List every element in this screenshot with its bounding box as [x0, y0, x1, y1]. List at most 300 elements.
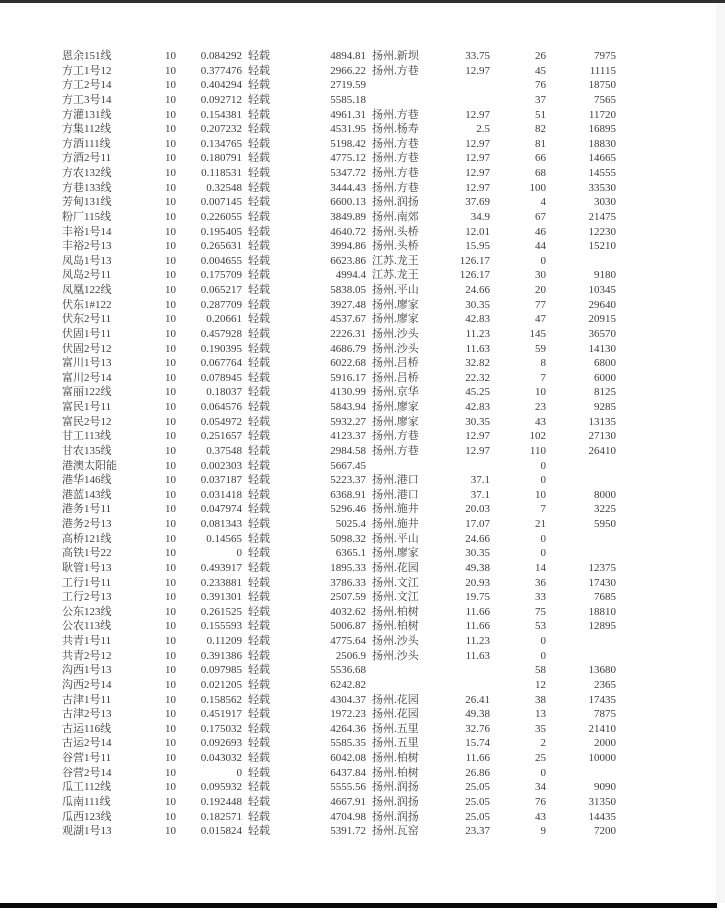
cell-amount: 17435	[588, 693, 616, 706]
cell-amount: 16895	[588, 123, 616, 136]
cell-region: 扬州.五里	[372, 737, 419, 750]
cell-amount: 14555	[588, 167, 616, 179]
cell-count: 2	[540, 737, 546, 750]
cell-count: 47	[535, 313, 546, 326]
cell-voltage: 10	[165, 269, 176, 282]
table-row	[62, 576, 622, 591]
table-row	[62, 590, 622, 605]
cell-load-status: 轻载	[248, 298, 270, 311]
cell-amount: 10345	[588, 284, 616, 296]
cell-distance: 30.35	[465, 547, 490, 560]
cell-load-status: 轻载	[248, 620, 270, 633]
cell-region: 扬州.沙头	[372, 649, 419, 662]
table-row	[62, 546, 622, 561]
cell-count: 13	[535, 708, 546, 721]
cell-load-ratio: 0.134765	[200, 137, 242, 150]
cell-line-name: 古津1号11	[62, 693, 112, 706]
cell-count: 35	[535, 722, 546, 735]
cell-region: 扬州.南郊	[372, 210, 419, 223]
cell-distance: 32.82	[465, 357, 490, 370]
cell-value: 5296.46	[330, 503, 366, 516]
cell-amount	[546, 532, 616, 547]
table-row	[62, 385, 622, 400]
cell-load-status: 轻载	[248, 459, 270, 472]
cell-distance: 12.97	[465, 444, 490, 457]
cell-load-status: 轻载	[248, 708, 270, 721]
cell-distance: 11.23	[465, 327, 490, 340]
cell-line-name: 工行1号11	[62, 576, 112, 589]
cell-value: 5347.72	[330, 167, 366, 179]
cell-value: 4537.67	[330, 313, 366, 326]
cell-region: 扬州.方巷	[372, 167, 419, 179]
cell-voltage: 10	[165, 488, 176, 501]
cell-load-ratio: 0.37548	[206, 444, 242, 457]
cell-distance: 37.1	[470, 474, 490, 487]
cell-region: 扬州.花园	[372, 693, 419, 706]
table-row	[62, 517, 622, 532]
cell-count: 53	[535, 620, 546, 633]
cell-load-ratio: 0.265631	[200, 240, 242, 253]
cell-count: 20	[535, 284, 546, 296]
cell-load-ratio: 0.18037	[206, 386, 242, 399]
cell-load-ratio: 0.037187	[200, 474, 242, 487]
data-table	[62, 49, 622, 839]
cell-value: 6437.84	[330, 766, 366, 779]
cell-distance: 32.76	[465, 722, 490, 735]
cell-region: 扬州.杨寿	[372, 123, 419, 136]
cell-load-ratio: 0.451917	[200, 708, 242, 721]
table-row	[62, 722, 622, 737]
cell-distance: 37.69	[465, 196, 490, 209]
cell-load-status: 轻载	[248, 649, 270, 662]
cell-region: 扬州.五里	[372, 722, 419, 735]
cell-region: 扬州.润扬	[372, 196, 419, 209]
table-row	[62, 619, 622, 634]
cell-line-name: 公农113线	[62, 620, 112, 633]
cell-region	[366, 459, 444, 474]
cell-region: 扬州.文江	[372, 591, 419, 604]
cell-count: 44	[535, 240, 546, 253]
cell-region: 扬州.施井	[372, 518, 419, 530]
cell-line-name: 古运2号14	[62, 737, 112, 750]
cell-distance: 45.25	[465, 386, 490, 399]
cell-distance: 34.9	[470, 210, 490, 223]
cell-region: 扬州.京华	[372, 386, 419, 399]
cell-voltage: 10	[165, 752, 176, 764]
cell-load-ratio: 0.180791	[200, 152, 242, 165]
cell-value: 4894.81	[330, 50, 366, 62]
table-row	[62, 649, 622, 664]
table-row	[62, 298, 622, 313]
cell-region	[366, 93, 444, 108]
cell-load-ratio: 0.067764	[200, 357, 242, 370]
cell-value: 4640.72	[330, 225, 366, 238]
cell-voltage: 10	[165, 444, 176, 457]
cell-distance: 33.75	[465, 50, 490, 62]
cell-load-ratio: 0.084292	[200, 50, 242, 62]
cell-distance: 19.75	[465, 591, 490, 604]
table-row	[62, 502, 622, 517]
cell-amount: 7685	[594, 591, 616, 604]
cell-region	[366, 78, 444, 93]
cell-voltage: 10	[165, 342, 176, 355]
cell-count: 59	[535, 342, 546, 355]
cell-region: 扬州.方巷	[372, 152, 419, 165]
cell-distance: 12.97	[465, 64, 490, 77]
cell-amount: 3225	[594, 503, 616, 516]
cell-load-status: 轻载	[248, 547, 270, 560]
cell-voltage: 10	[165, 108, 176, 121]
page-top-edge	[0, 0, 725, 3]
cell-count: 0	[540, 459, 546, 472]
table-row	[62, 824, 622, 839]
cell-load-ratio: 0.192448	[200, 795, 242, 808]
cell-line-name: 伏东2号11	[62, 313, 112, 326]
cell-load-ratio: 0.233881	[200, 576, 242, 589]
cell-voltage: 10	[165, 825, 176, 838]
cell-amount: 33530	[588, 181, 616, 194]
cell-voltage: 10	[165, 664, 176, 677]
cell-line-name: 沟西2号14	[62, 678, 112, 691]
cell-value: 6365.1	[335, 547, 366, 560]
cell-voltage: 10	[165, 152, 176, 165]
table-row	[62, 93, 622, 108]
cell-voltage: 10	[165, 503, 176, 516]
cell-voltage: 10	[165, 430, 176, 443]
cell-distance: 42.83	[465, 401, 490, 413]
table-row	[62, 707, 622, 722]
cell-value: 6600.13	[330, 196, 366, 209]
cell-voltage: 10	[165, 781, 176, 794]
cell-region: 扬州.廖家	[372, 298, 419, 311]
cell-load-ratio: 0.391386	[200, 649, 242, 662]
cell-amount	[546, 254, 616, 269]
cell-voltage: 10	[165, 547, 176, 560]
cell-amount: 9180	[594, 269, 616, 282]
cell-distance: 22.32	[465, 371, 490, 384]
cell-distance: 11.66	[465, 605, 490, 618]
cell-value: 6242.82	[330, 678, 366, 691]
cell-load-status: 轻载	[248, 825, 270, 838]
cell-load-status: 轻载	[248, 415, 270, 428]
cell-region: 扬州.花园	[372, 708, 419, 721]
cell-voltage: 10	[165, 474, 176, 487]
cell-count: 51	[535, 108, 546, 121]
cell-load-status: 轻载	[248, 225, 270, 238]
cell-load-status: 轻载	[248, 561, 270, 574]
cell-value: 5667.45	[330, 459, 366, 472]
cell-count: 10	[535, 386, 546, 399]
table-row	[62, 225, 622, 240]
cell-value: 4531.95	[330, 123, 366, 136]
cell-voltage: 10	[165, 50, 176, 62]
table-row	[62, 605, 622, 620]
cell-voltage: 10	[165, 678, 176, 691]
cell-distance: 11.23	[465, 635, 490, 647]
cell-voltage: 10	[165, 459, 176, 472]
cell-line-name: 工行2号13	[62, 591, 112, 604]
cell-load-status: 轻载	[248, 79, 270, 92]
cell-region: 扬州.施井	[372, 503, 419, 516]
cell-load-status: 轻载	[248, 50, 270, 62]
cell-load-ratio: 0.175032	[200, 722, 242, 735]
table-row	[62, 122, 622, 137]
cell-voltage: 10	[165, 357, 176, 370]
cell-amount	[546, 634, 616, 649]
cell-value: 5838.05	[330, 284, 366, 296]
cell-line-name: 方农132线	[62, 167, 112, 179]
cell-load-status: 轻载	[248, 386, 270, 399]
cell-amount: 18810	[588, 605, 616, 618]
cell-line-name: 甘农135线	[62, 444, 112, 457]
cell-line-name: 港蓝143线	[62, 488, 112, 501]
cell-load-ratio: 0.047974	[200, 503, 242, 516]
cell-load-status: 轻载	[248, 591, 270, 604]
cell-amount: 8000	[594, 488, 616, 501]
cell-region: 扬州.吕桥	[372, 357, 419, 370]
cell-load-status: 轻载	[248, 342, 270, 355]
cell-load-ratio: 0.031418	[200, 488, 242, 501]
cell-region	[366, 678, 444, 693]
cell-distance: 12.97	[465, 137, 490, 150]
cell-distance: 25.05	[465, 781, 490, 794]
cell-count: 25	[535, 752, 546, 764]
cell-voltage: 10	[165, 313, 176, 326]
cell-count: 10	[535, 488, 546, 501]
cell-amount	[546, 546, 616, 561]
cell-distance: 11.63	[465, 649, 490, 662]
cell-value: 2506.9	[335, 649, 366, 662]
cell-load-status: 轻载	[248, 93, 270, 106]
cell-count: 34	[535, 781, 546, 794]
cell-count: 30	[535, 269, 546, 282]
cell-count: 14	[535, 561, 546, 574]
cell-value: 5555.56	[330, 781, 366, 794]
cell-region: 扬州.瓦窑	[372, 825, 419, 838]
cell-amount	[546, 473, 616, 488]
cell-voltage: 10	[165, 620, 176, 633]
cell-distance: 30.35	[465, 415, 490, 428]
cell-distance: 12.01	[465, 225, 490, 238]
cell-amount: 2365	[594, 678, 616, 691]
table-row	[62, 210, 622, 225]
cell-load-status: 轻载	[248, 371, 270, 384]
cell-voltage: 10	[165, 401, 176, 413]
cell-line-name: 谷营1号11	[62, 752, 112, 764]
cell-amount: 2000	[594, 737, 616, 750]
cell-load-ratio: 0.154381	[200, 108, 242, 121]
cell-voltage: 10	[165, 649, 176, 662]
cell-region: 扬州.方巷	[372, 444, 419, 457]
cell-line-name: 富民2号12	[62, 415, 112, 428]
cell-load-status: 轻载	[248, 576, 270, 589]
cell-load-status: 轻载	[248, 605, 270, 618]
cell-count: 0	[540, 532, 546, 545]
cell-load-ratio: 0.287709	[200, 298, 242, 311]
cell-region: 扬州.港口	[372, 474, 419, 487]
table-row	[62, 108, 622, 123]
cell-amount: 13135	[588, 415, 616, 428]
cell-line-name: 富民1号11	[62, 401, 112, 413]
cell-voltage: 10	[165, 576, 176, 589]
cell-value: 3994.86	[330, 240, 366, 253]
cell-count: 76	[535, 795, 546, 808]
cell-value: 5843.94	[330, 401, 366, 413]
cell-value: 3927.48	[330, 298, 366, 311]
cell-count: 9	[540, 825, 546, 838]
cell-load-status: 轻载	[248, 752, 270, 764]
table-row	[62, 678, 622, 693]
cell-count: 81	[535, 137, 546, 150]
cell-load-ratio: 0.251657	[200, 430, 242, 443]
cell-line-name: 方酒111线	[62, 137, 111, 150]
cell-load-status: 轻载	[248, 181, 270, 194]
cell-distance	[444, 78, 490, 93]
cell-load-ratio: 0.015824	[200, 825, 242, 838]
cell-count: 0	[540, 649, 546, 662]
cell-count: 7	[540, 503, 546, 516]
cell-load-status: 轻载	[248, 474, 270, 487]
cell-amount: 12230	[588, 225, 616, 238]
cell-count: 45	[535, 64, 546, 77]
cell-value: 4130.99	[330, 386, 366, 399]
cell-voltage: 10	[165, 386, 176, 399]
cell-count: 58	[535, 664, 546, 677]
cell-load-ratio: 0.004655	[200, 254, 242, 267]
cell-region: 扬州.柏树	[372, 766, 419, 779]
cell-count: 75	[535, 605, 546, 618]
cell-distance: 17.07	[465, 518, 490, 530]
cell-distance: 12.97	[465, 167, 490, 179]
cell-value: 4704.98	[330, 810, 366, 823]
cell-voltage: 10	[165, 635, 176, 647]
table-row	[62, 766, 622, 781]
cell-line-name: 恩余151线	[62, 50, 112, 62]
cell-value: 5025.4	[335, 518, 366, 530]
cell-line-name: 方集112线	[62, 123, 112, 136]
cell-voltage: 10	[165, 298, 176, 311]
cell-count: 0	[540, 766, 546, 779]
table-row	[62, 473, 622, 488]
cell-value: 4686.79	[330, 342, 366, 355]
cell-value: 6042.08	[330, 752, 366, 764]
cell-distance: 26.86	[465, 766, 490, 779]
cell-voltage: 10	[165, 810, 176, 823]
cell-amount: 15210	[588, 240, 616, 253]
cell-line-name: 方工3号14	[62, 93, 112, 106]
cell-region: 扬州.平山	[372, 532, 419, 545]
cell-load-ratio: 0.007145	[200, 196, 242, 209]
cell-distance: 11.66	[465, 620, 490, 633]
table-row	[62, 488, 622, 503]
cell-load-status: 轻载	[248, 795, 270, 808]
cell-region: 扬州.花园	[372, 561, 419, 574]
cell-count: 67	[535, 210, 546, 223]
cell-line-name: 富川1号13	[62, 357, 112, 370]
cell-line-name: 方工1号12	[62, 64, 112, 77]
cell-line-name: 凤凰122线	[62, 284, 112, 296]
cell-load-ratio: 0.207232	[200, 123, 242, 136]
cell-line-name: 沟西1号13	[62, 664, 112, 677]
cell-load-status: 轻载	[248, 269, 270, 282]
cell-region: 扬州.柏树	[372, 620, 419, 633]
cell-count: 38	[535, 693, 546, 706]
cell-voltage: 10	[165, 722, 176, 735]
cell-load-status: 轻载	[248, 254, 270, 267]
cell-line-name: 港华146线	[62, 474, 112, 487]
cell-load-ratio: 0.002303	[200, 459, 242, 472]
cell-load-status: 轻载	[248, 401, 270, 413]
cell-load-ratio: 0.095932	[200, 781, 242, 794]
cell-count: 102	[529, 430, 546, 443]
cell-count: 43	[535, 415, 546, 428]
cell-line-name: 港务2号13	[62, 518, 112, 530]
cell-load-status: 轻载	[248, 64, 270, 77]
cell-count: 8	[540, 357, 546, 370]
cell-value: 2966.22	[330, 64, 366, 77]
cell-load-status: 轻载	[248, 532, 270, 545]
cell-amount: 14130	[588, 342, 616, 355]
cell-load-ratio: 0.081343	[200, 518, 242, 530]
cell-region: 扬州.文江	[372, 576, 419, 589]
cell-region: 扬州.方巷	[372, 108, 419, 121]
table-row	[62, 49, 622, 64]
cell-distance: 30.35	[465, 298, 490, 311]
table-row	[62, 751, 622, 766]
cell-distance: 11.63	[465, 342, 490, 355]
cell-load-status: 轻载	[248, 664, 270, 677]
cell-voltage: 10	[165, 591, 176, 604]
cell-load-ratio: 0.021205	[200, 678, 242, 691]
cell-amount: 5950	[594, 518, 616, 530]
table-row	[62, 561, 622, 576]
cell-amount: 13680	[588, 664, 616, 677]
cell-value: 6022.68	[330, 357, 366, 370]
cell-line-name: 瓜西123线	[62, 810, 112, 823]
cell-value: 4032.62	[330, 605, 366, 618]
cell-distance	[444, 459, 490, 474]
cell-load-status: 轻载	[248, 210, 270, 223]
table-row	[62, 151, 622, 166]
table-row	[62, 795, 622, 810]
cell-voltage: 10	[165, 415, 176, 428]
cell-count: 68	[535, 167, 546, 179]
cell-amount: 12375	[588, 561, 616, 574]
cell-distance: 15.74	[465, 737, 490, 750]
cell-distance: 126.17	[459, 269, 490, 282]
cell-line-name: 港澳太阳能	[62, 459, 117, 472]
cell-load-status: 轻载	[248, 518, 270, 530]
cell-amount: 14665	[588, 152, 616, 165]
cell-region: 扬州.沙头	[372, 327, 419, 340]
cell-count: 0	[540, 254, 546, 267]
cell-voltage: 10	[165, 123, 176, 136]
cell-count: 43	[535, 810, 546, 823]
cell-value: 4775.64	[330, 635, 366, 647]
cell-load-ratio: 0.054972	[200, 415, 242, 428]
cell-amount: 17430	[588, 576, 616, 589]
cell-load-status: 轻载	[248, 488, 270, 501]
cell-load-ratio: 0.175709	[200, 269, 242, 282]
cell-region: 扬州.港口	[372, 488, 419, 501]
cell-amount: 21475	[588, 210, 616, 223]
cell-voltage: 10	[165, 196, 176, 209]
cell-count: 36	[535, 576, 546, 589]
cell-region: 江苏.龙王	[372, 269, 419, 282]
cell-value: 5391.72	[330, 825, 366, 838]
cell-voltage: 10	[165, 240, 176, 253]
cell-line-name: 耿管1号13	[62, 561, 112, 574]
